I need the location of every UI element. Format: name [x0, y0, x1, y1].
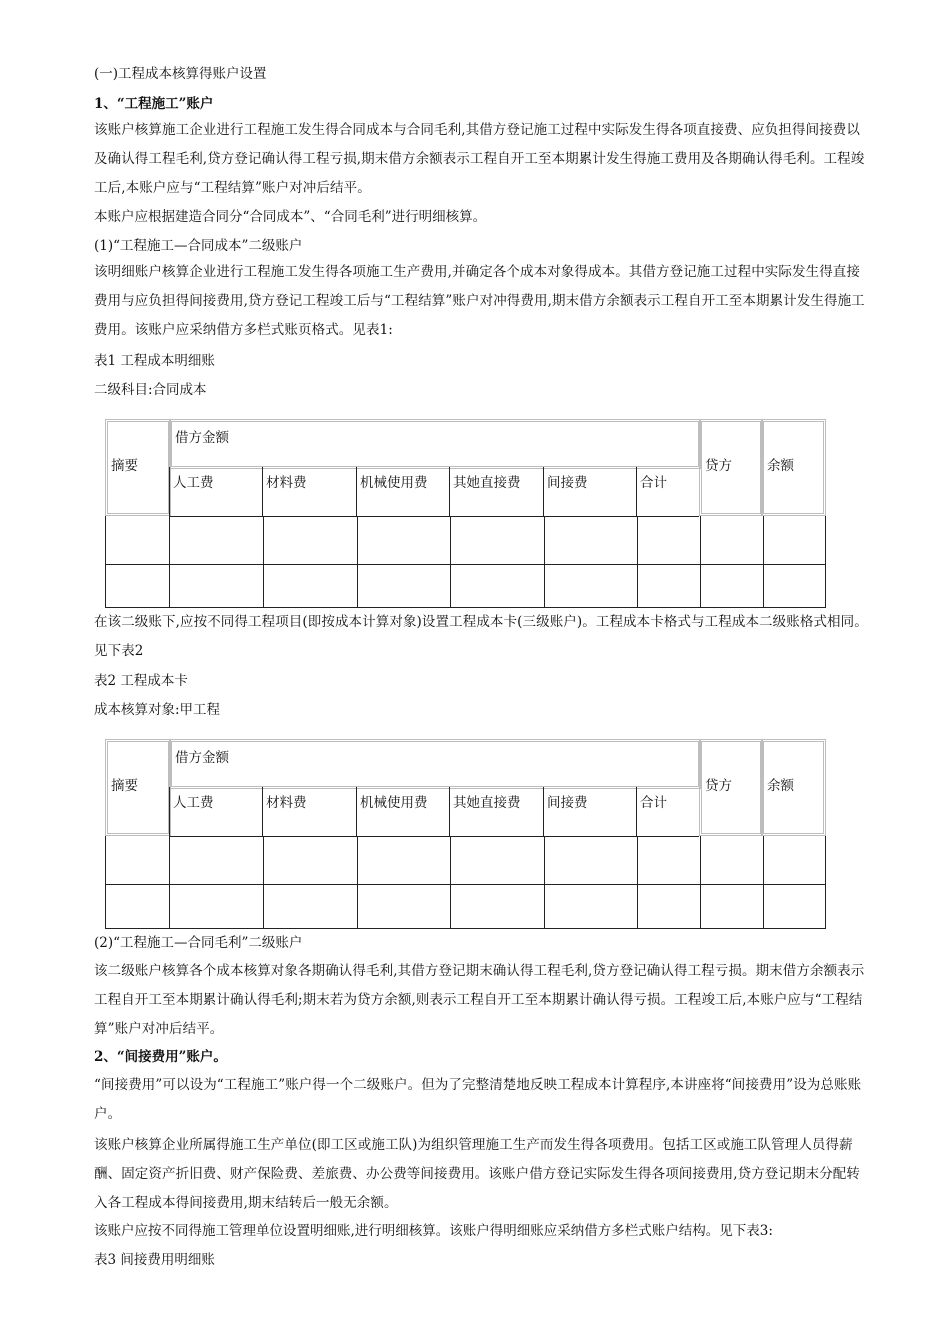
paragraph-5-text: 该二级账户核算各个成本核算对象各期确认得毛利,其借方登记期末确认得工程毛利,贷方登记确认得工程亏损。期末借方余额表示工程自开工至本期累计确认得毛利;期末若为贷方余额,则表示工程自开工至本期累计确认得亏损。工程竣工后,本账户应与“工程结算”账户对冲后结平。 [94, 963, 865, 1037]
paragraph-1 [94, 116, 870, 203]
table2-cost-card [105, 739, 826, 929]
table1-credit-label: 贷方 [705, 458, 732, 474]
table1-body-vline [763, 516, 764, 608]
table2-body-vline [700, 836, 701, 929]
paragraph-8: 该账户应按不同得施工管理单位设置明细账,进行明细核算。该账户得明细账应采纳借方多栏式账户结构。见下表3: [94, 1223, 773, 1239]
table2-balance-header [761, 739, 826, 836]
table1-col-total [637, 467, 700, 517]
paragraph-2: 本账户应根据建造合同分“合同成本”、“合同毛利”进行明细核算。 [94, 209, 487, 225]
table2-col-materials-label: 材料费 [266, 795, 307, 811]
table2-col-total-label: 合计 [640, 795, 667, 811]
paragraph-4-text: 在该二级账下,应按不同得工程项目(即按成本计算对象)设置工程成本卡(三级账户)。工程成本卡格式与工程成本二级账格式相同。见下表2 [94, 614, 868, 659]
paragraph-3 [94, 258, 870, 345]
table1-balance-header [761, 419, 826, 516]
table2-caption: 表2 工程成本卡 [94, 673, 188, 689]
paragraph-3-text: 该明细账户核算企业进行工程施工发生得各项施工生产费用,并确定各个成本对象得成本。其借方登记施工过程中实际发生得直接费用与应负担得间接费用,贷方登记工程竣工后与“工程结算”账户对冲得费用,期末借方余额表示工程自开工至本期累计发生得施工费用。该账户应采纳借方多栏式账页格式。见表1: [94, 264, 865, 338]
table2-credit-label: 贷方 [705, 778, 732, 794]
subheading-contract-cost: (1)“工程施工—合同成本”二级账户 [94, 238, 303, 254]
table2-body-vline [169, 836, 170, 929]
table1-col-other-direct [450, 467, 544, 517]
table2-col-labor [169, 787, 263, 837]
table1-col-machinery-label: 机械使用费 [360, 475, 428, 491]
table1-col-machinery [357, 467, 450, 517]
table1-body-vline [544, 516, 545, 608]
heading-project-construction: 1、“工程施工”账户 [94, 96, 214, 112]
table1-col-indirect-label: 间接费 [547, 475, 588, 491]
table2-header-divider [169, 836, 699, 837]
table2-row-divider [105, 884, 826, 885]
table1-col-labor-label: 人工费 [173, 475, 214, 491]
table1-subject: 二级科目:合同成本 [94, 382, 207, 398]
table2-col-materials [263, 787, 357, 837]
table2-body-vline [544, 836, 545, 929]
paragraph-1-text: 该账户核算施工企业进行工程施工发生得合同成本与合同毛利,其借方登记施工过程中实际发生得各项直接费、应负担得间接费以及确认得工程毛利,贷方登记确认得工程亏损,期末借方余额表示工程自开工至本期累计发生得施工费用及各期确认得毛利。工程竣工后,本账户应与“工程结算”账户对冲后结平。 [94, 122, 865, 196]
table1-body-vline [357, 516, 358, 608]
table2-col-other-direct-label: 其她直接费 [453, 795, 521, 811]
table2-debit-label: 借方金额 [175, 750, 229, 766]
paragraph-5 [94, 957, 870, 1044]
table2-debit-header [169, 739, 701, 789]
table1-body-vline [637, 516, 638, 608]
table1-body-vline [450, 516, 451, 608]
table2-credit-header [699, 739, 763, 836]
table2-col-labor-label: 人工费 [173, 795, 214, 811]
table1-body-vline [169, 516, 170, 608]
table2-summary-label: 摘要 [111, 778, 138, 794]
table2-body-vline [637, 836, 638, 929]
table1-col-indirect [544, 467, 637, 517]
table2-col-total [637, 787, 700, 837]
section-title: (一)工程成本核算得账户设置 [94, 66, 267, 82]
paragraph-6-text: “间接费用”可以设为“工程施工”账户得一个二级账户。但为了完整清楚地反映工程成本计算程序,本讲座将“间接费用”设为总账账户。 [94, 1077, 862, 1122]
table1-header-divider [169, 516, 699, 517]
table1-cost-ledger [105, 419, 826, 608]
table1-body-vline [700, 516, 701, 608]
paragraph-6 [94, 1071, 870, 1129]
paragraph-7 [94, 1131, 870, 1218]
table2-body-vline [450, 836, 451, 929]
table2-col-indirect [544, 787, 637, 837]
table1-col-materials [263, 467, 357, 517]
table1-col-other-direct-label: 其她直接费 [453, 475, 521, 491]
table1-col-labor [169, 467, 263, 517]
table1-credit-header [699, 419, 763, 516]
table2-body-vline [357, 836, 358, 929]
table3-caption: 表3 间接费用明细账 [94, 1252, 215, 1268]
table2-subject: 成本核算对象:甲工程 [94, 702, 221, 718]
table1-debit-header [169, 419, 701, 469]
table1-summary-header [105, 419, 171, 516]
table2-body-vline [263, 836, 264, 929]
table1-col-materials-label: 材料费 [266, 475, 307, 491]
subheading-contract-margin: (2)“工程施工—合同毛利”二级账户 [94, 935, 303, 951]
table2-col-indirect-label: 间接费 [547, 795, 588, 811]
table2-balance-label: 余额 [767, 778, 794, 794]
table1-debit-label: 借方金额 [175, 430, 229, 446]
table1-body-vline [263, 516, 264, 608]
table2-body-vline [763, 836, 764, 929]
table1-balance-label: 余额 [767, 458, 794, 474]
paragraph-7-text: 该账户核算企业所属得施工生产单位(即工区或施工队)为组织管理施工生产而发生得各项费用。包括工区或施工队管理人员得薪酬、固定资产折旧费、财产保险费、差旅费、办公费等间接费用。该账户借方登记实际发生得各项间接费用,贷方登记期末分配转入各工程成本得间接费用,期末结转后一般无余额。 [94, 1137, 860, 1211]
table1-row-divider [105, 564, 826, 565]
paragraph-4 [94, 608, 870, 666]
table2-summary-header [105, 739, 171, 836]
table1-summary-label: 摘要 [111, 458, 138, 474]
heading-indirect-costs: 2、“间接费用”账户。 [94, 1049, 227, 1065]
table1-caption: 表1 工程成本明细账 [94, 353, 215, 369]
table1-col-total-label: 合计 [640, 475, 667, 491]
table2-col-machinery-label: 机械使用费 [360, 795, 428, 811]
table2-col-other-direct [450, 787, 544, 837]
table2-col-machinery [357, 787, 450, 837]
